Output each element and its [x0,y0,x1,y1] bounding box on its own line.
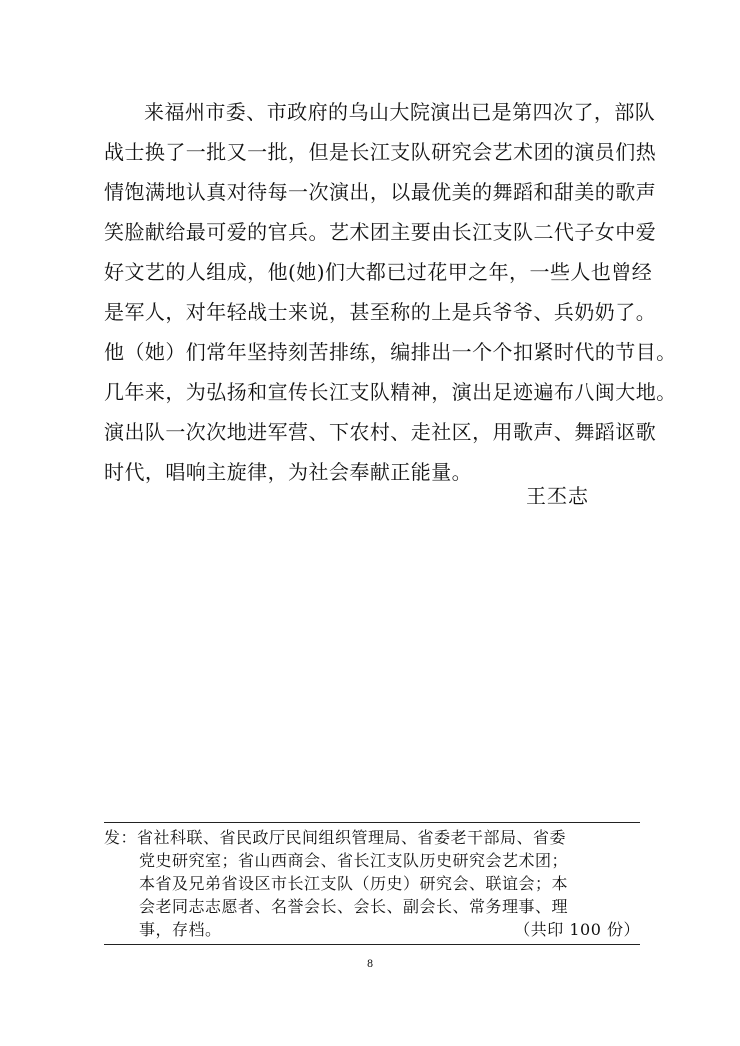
paragraph-line: 时代，唱响主旋律，为社会奉献正能量。 [104,460,473,484]
distribution-line: 会老同志志愿者、名誉会长、会长、副会长、常务理事、理 [139,897,569,916]
paragraph-line: 情饱满地认真对待每一次演出，以最优美的舞蹈和甜美的歌声 [104,180,657,204]
distribution-line: 党史研究室；省山西商会、省长江支队历史研究会艺术团； [139,851,569,870]
print-copies: （共印 100 份） [514,920,640,939]
distribution-last-line [104,918,640,941]
article-body [104,92,677,492]
paragraph-line: 战士换了一批又一批，但是长江支队研究会艺术团的演员们热 [104,140,657,164]
paragraph-line: 是军人，对年轻战士来说，甚至称的上是兵爷爷、兵奶奶了。 [104,300,657,324]
distribution-line: 本省及兄弟省设区市长江支队（历史）研究会、联谊会；本 [139,874,569,893]
distribution-list [104,826,640,941]
distribution-top-rule [104,822,640,823]
paragraph-line: 来福州市委、市政府的乌山大院演出已是第四次了，部队 [144,100,656,124]
paragraph-line: 几年来，为弘扬和宣传长江支队精神，演出足迹遍布八闽大地。 [104,380,677,404]
distribution-bottom-rule [104,944,640,945]
paragraph-line: 演出队一次次地进军营、下农村、走社区，用歌声、舞蹈讴歌 [104,420,657,444]
paragraph-line: 他（她）们常年坚持刻苦排练，编排出一个个扣紧时代的节目。 [104,340,677,364]
distribution-line: 发：省社科联、省民政厅民间组织管理局、省委老干部局、省委 [104,828,567,847]
author-signature: 王丕志 [526,484,589,508]
paragraph-line: 好文艺的人组成，他(她)们大都已过花甲之年，一些人也曾经 [104,260,653,284]
page-number: 8 [366,959,374,970]
distribution-line-text: 事，存档。 [139,920,222,939]
paragraph-line: 笑脸献给最可爱的官兵。艺术团主要由长江支队二代子女中爱 [104,220,657,244]
